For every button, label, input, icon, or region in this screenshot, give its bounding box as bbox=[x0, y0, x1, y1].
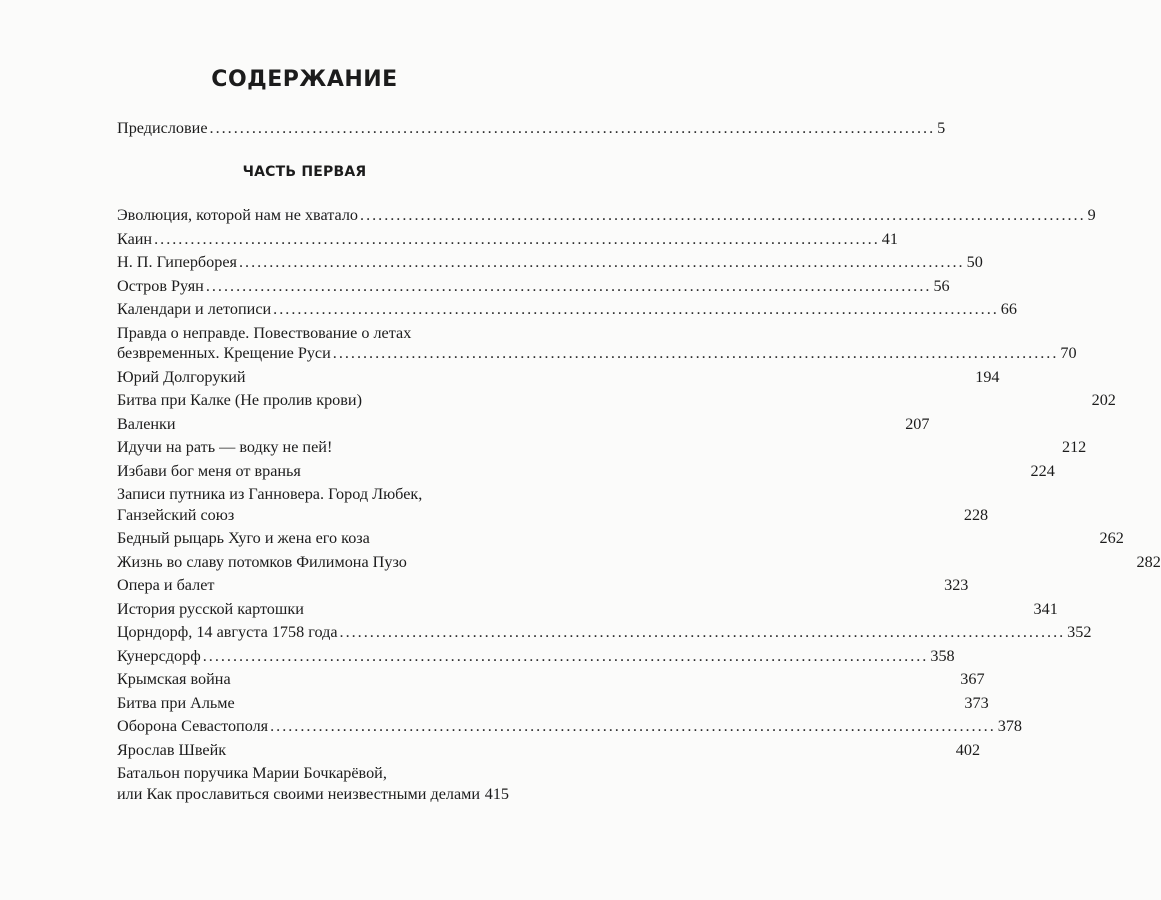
toc-entry[interactable] bbox=[117, 669, 985, 690]
page-number: 367 bbox=[960, 670, 985, 688]
entry-line bbox=[117, 484, 509, 505]
toc-entry[interactable] bbox=[117, 622, 1092, 643]
entry-text-block bbox=[117, 599, 1058, 620]
entry-text-block bbox=[117, 323, 1077, 364]
toc-list bbox=[117, 205, 1161, 807]
toc-entry[interactable] bbox=[117, 367, 1000, 388]
entry-line bbox=[117, 669, 985, 690]
page-number: 323 bbox=[944, 576, 969, 594]
page-number: 224 bbox=[1030, 461, 1055, 480]
page-number: 358 bbox=[930, 646, 955, 665]
entry-line bbox=[117, 784, 509, 805]
entry-title: Н. П. Гиперборея bbox=[117, 253, 237, 271]
toc-entry[interactable] bbox=[117, 461, 1055, 482]
toc-entry[interactable] bbox=[117, 528, 1124, 549]
dot-leader bbox=[482, 784, 483, 805]
entry-title: Кунерсдорф bbox=[117, 646, 201, 665]
page-number: 341 bbox=[1033, 599, 1058, 618]
entry-text-block bbox=[117, 575, 969, 596]
toc-entry[interactable] bbox=[117, 252, 983, 273]
entry-title: Юрий Долгорукий bbox=[117, 367, 246, 386]
page-number: 56 bbox=[933, 276, 950, 295]
entry-text-block bbox=[117, 299, 1017, 320]
page-number: 282 bbox=[1136, 552, 1161, 571]
entry-title: Каин bbox=[117, 229, 153, 248]
dot-leader: ........................................................................................................................ bbox=[205, 276, 932, 295]
toc-preface bbox=[117, 118, 946, 142]
dot-leader: ........................................................................................................................ bbox=[339, 623, 1066, 641]
page-title: СОДЕРЖАНИЕ bbox=[211, 67, 398, 92]
entry-title: Оборона Севастополя bbox=[117, 717, 269, 735]
toc-entry[interactable] bbox=[117, 414, 930, 435]
entry-title: Батальон поручика Марии Бочкарёвой, bbox=[117, 764, 387, 782]
page-number: 352 bbox=[1067, 623, 1092, 641]
entry-title: Цорндорф, 14 августа 1758 года bbox=[117, 623, 338, 641]
entry-title: Битва при Калке (Не пролив крови) bbox=[117, 391, 362, 409]
page-number: 212 bbox=[1061, 438, 1087, 456]
toc-entry[interactable] bbox=[117, 437, 1087, 458]
entry-title: Валенки bbox=[117, 414, 176, 433]
toc-entry[interactable] bbox=[117, 716, 1023, 737]
entry-text-block bbox=[117, 437, 1087, 458]
entry-title: Избави бог меня от вранья bbox=[117, 461, 301, 480]
entry-title: Битва при Альме bbox=[117, 693, 235, 712]
toc-entry-preface[interactable] bbox=[117, 118, 946, 139]
entry-text-block bbox=[117, 669, 985, 690]
toc-entry[interactable] bbox=[117, 763, 509, 804]
entry-line bbox=[117, 205, 1096, 226]
entry-line bbox=[117, 461, 1055, 482]
entry-line bbox=[117, 622, 1092, 643]
dot-leader: ........................................................................................................................ bbox=[202, 646, 929, 665]
entry-text-block bbox=[117, 367, 1000, 388]
entry-line bbox=[117, 276, 950, 297]
dot-leader: ........................................................................................................................ bbox=[360, 206, 1086, 224]
entry-text-block bbox=[117, 484, 989, 525]
entry-line bbox=[117, 552, 1161, 573]
dot-leader: ........................................................................................................................ bbox=[209, 119, 936, 137]
entry-text-block bbox=[117, 205, 1096, 226]
entry-title: Остров Руян bbox=[117, 276, 204, 295]
entry-text-block bbox=[117, 552, 1161, 573]
page-number: 50 bbox=[966, 253, 983, 271]
entry-text-block bbox=[117, 390, 1116, 411]
page-number: 207 bbox=[905, 414, 930, 433]
page-number: 373 bbox=[964, 693, 989, 712]
page-number: 262 bbox=[1099, 529, 1124, 547]
entry-line bbox=[117, 740, 981, 761]
toc-entry[interactable] bbox=[117, 552, 1161, 573]
entry-line bbox=[117, 343, 1077, 364]
entry-text-block bbox=[117, 693, 989, 714]
toc-entry[interactable] bbox=[117, 484, 989, 525]
toc-entry[interactable] bbox=[117, 229, 898, 250]
page-number: 5 bbox=[937, 119, 946, 137]
dot-leader: ........................................................................................................................ bbox=[273, 300, 999, 318]
entry-title: или Как прославиться своими неизвестными делами bbox=[117, 784, 481, 803]
dot-leader: ........................................................................................................................ bbox=[332, 344, 1059, 362]
entry-line bbox=[117, 367, 1000, 388]
entry-line bbox=[117, 390, 1116, 411]
entry-line bbox=[117, 716, 1023, 737]
entry-title: Идучи на рать — водку не пей! bbox=[117, 438, 333, 456]
entry-title: Записи путника из Ганновера. Город Любек, bbox=[117, 485, 423, 503]
page-number: 378 bbox=[997, 717, 1023, 735]
toc-entry[interactable] bbox=[117, 299, 1017, 320]
toc-entry[interactable] bbox=[117, 646, 955, 667]
entry-title: безвременных. Крещение Руси bbox=[117, 344, 331, 362]
entry-text-block bbox=[117, 716, 1023, 737]
entry-title: Правда о неправде. Повествование о летах bbox=[117, 323, 412, 342]
page-number: 70 bbox=[1060, 344, 1077, 362]
toc-entry[interactable] bbox=[117, 323, 1077, 364]
entry-title: Опера и балет bbox=[117, 576, 215, 594]
entry-text-block bbox=[117, 528, 1124, 549]
entry-line bbox=[117, 646, 955, 667]
entry-line bbox=[117, 528, 1124, 549]
page-number: 415 bbox=[484, 784, 509, 803]
page-number: 41 bbox=[881, 229, 898, 248]
entry-line bbox=[117, 575, 969, 596]
page-number: 202 bbox=[1091, 391, 1116, 409]
entry-title: Ярослав Швейк bbox=[117, 740, 227, 759]
toc-entry[interactable] bbox=[117, 599, 1058, 620]
entry-line bbox=[117, 599, 1058, 620]
entry-title: Крымская война bbox=[117, 670, 231, 688]
entry-title: Бедный рыцарь Хуго и жена его коза bbox=[117, 529, 370, 547]
section-heading: ЧАСТЬ ПЕРВАЯ bbox=[242, 164, 367, 180]
entry-text-block bbox=[117, 229, 898, 250]
entry-text-block bbox=[117, 622, 1092, 643]
entry-title: История русской картошки bbox=[117, 599, 304, 618]
toc-entry[interactable] bbox=[117, 390, 1116, 411]
entry-line bbox=[117, 763, 509, 784]
page-number: 228 bbox=[963, 505, 989, 524]
toc-entry[interactable] bbox=[117, 575, 969, 596]
page-number: 402 bbox=[955, 740, 981, 759]
entry-text-block bbox=[117, 763, 509, 804]
entry-title: Ганзейский союз bbox=[117, 505, 235, 524]
entry-line bbox=[117, 299, 1017, 320]
toc-entry[interactable] bbox=[117, 205, 1096, 226]
entry-line bbox=[117, 229, 898, 250]
entry-line bbox=[117, 414, 930, 435]
entry-title: Календари и летописи bbox=[117, 300, 272, 318]
toc-entry[interactable] bbox=[117, 740, 981, 761]
entry-text-block bbox=[117, 646, 955, 667]
page-number: 194 bbox=[975, 367, 1000, 386]
entry-text-block bbox=[117, 461, 1055, 482]
page-number: 66 bbox=[1000, 300, 1017, 318]
dot-leader: ........................................................................................................................ bbox=[270, 717, 996, 735]
entry-title: Эволюция, которой нам не хватало bbox=[117, 206, 359, 224]
dot-leader: ........................................................................................................................ bbox=[154, 229, 880, 248]
entry-text-block bbox=[117, 276, 950, 297]
toc-entry[interactable] bbox=[117, 693, 989, 714]
entry-line bbox=[117, 505, 989, 526]
entry-text-block bbox=[117, 252, 983, 273]
entry-title: Предисловие bbox=[117, 119, 208, 137]
entry-line bbox=[117, 437, 1087, 458]
entry-title: Жизнь во славу потомков Филимона Пузо bbox=[117, 552, 407, 571]
entry-line bbox=[117, 693, 989, 714]
page-number: 9 bbox=[1087, 206, 1096, 224]
entry-text-block bbox=[117, 740, 981, 761]
dot-leader: ........................................................................................................................ bbox=[238, 253, 965, 271]
entry-text-block bbox=[117, 414, 930, 435]
entry-line bbox=[117, 323, 509, 344]
toc-entry[interactable] bbox=[117, 276, 950, 297]
entry-line bbox=[117, 252, 983, 273]
